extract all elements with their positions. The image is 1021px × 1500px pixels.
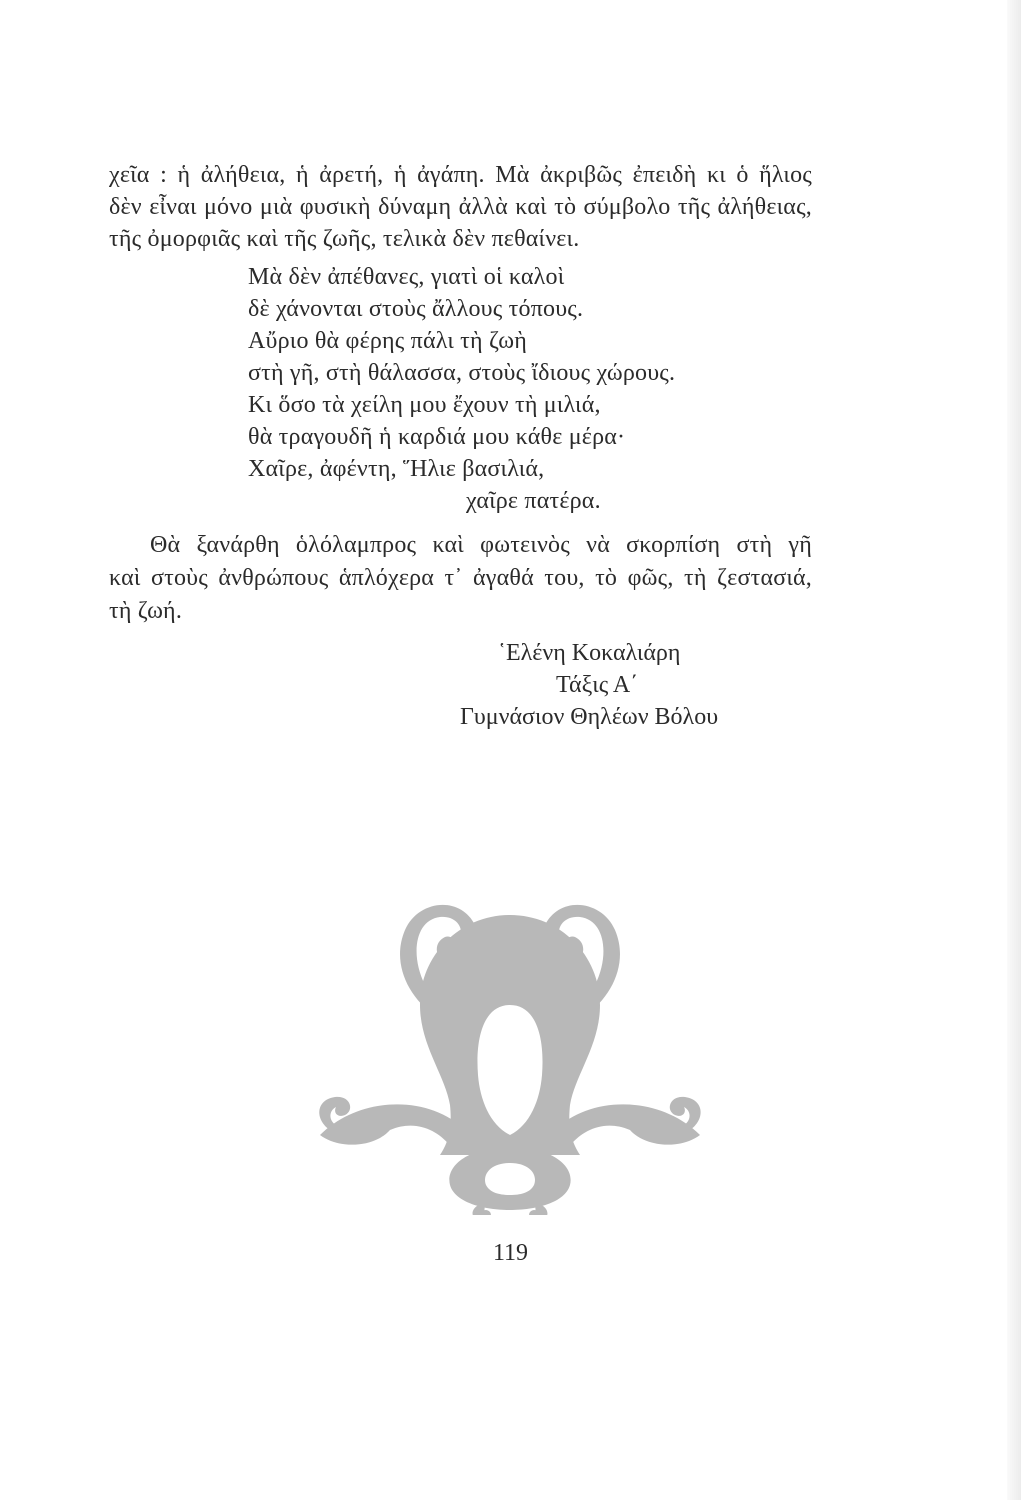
- page-number: 119: [492, 1240, 529, 1266]
- author-name: ῾Ελένη Κοκαλιάρη: [498, 640, 681, 666]
- lyre-ornament-icon: [300, 885, 720, 1215]
- author-class: Τάξις Α΄: [556, 672, 639, 698]
- author-school: Γυμνάσιον Θηλέων Βόλου: [460, 704, 719, 730]
- poem-line: στὴ γῆ, στὴ θάλασσα, στοὺς ἴδιους χώρους.: [248, 360, 676, 386]
- prose-line: Θὰ ξανάρθη ὁλόλαμπρος καὶ φωτεινὸς νὰ σκορπίση στὴ γῆ: [150, 532, 812, 558]
- poem-line: Αὔριο θὰ φέρης πάλι τὴ ζωὴ: [248, 328, 527, 354]
- poem-line: δὲ χάνονται στοὺς ἄλλους τόπους.: [248, 296, 584, 322]
- prose-line: τὴ ζωή.: [109, 598, 183, 624]
- poem-line: χαῖρε πατέρα.: [466, 488, 601, 514]
- poem-line: Χαῖρε, ἀφέντη, Ἥλιε βασιλιά,: [248, 456, 545, 482]
- prose-line: καὶ στοὺς ἀνθρώπους ἁπλόχερα τ᾽ ἀγαθά του, τὸ φῶς, τὴ ζεστασιά,: [109, 565, 812, 591]
- prose-line: τῆς ὀμορφιᾶς καὶ τῆς ζωῆς, τελικὰ δὲν πεθαίνει.: [109, 226, 580, 252]
- prose-line: δὲν εἶναι μόνο μιὰ φυσικὴ δύναμη ἀλλὰ καὶ τὸ σύμβολο τῆς ἀλήθειας,: [109, 194, 812, 220]
- poem-line: Κι ὅσο τὰ χείλη μου ἔχουν τὴ μιλιά,: [248, 392, 601, 418]
- poem-line: θὰ τραγουδῆ ἡ καρδιά μου κάθε μέρα·: [248, 424, 626, 450]
- poem-line: Μὰ δὲν ἀπέθανες, γιατὶ οἱ καλοὶ: [248, 264, 565, 290]
- page-edge: [1007, 0, 1021, 1500]
- prose-line: χεῖα : ἡ ἀλήθεια, ἡ ἀρετή, ἡ ἀγάπη. Μὰ ἀκριβῶς ἐπειδὴ κι ὁ ἥλιος: [109, 162, 812, 188]
